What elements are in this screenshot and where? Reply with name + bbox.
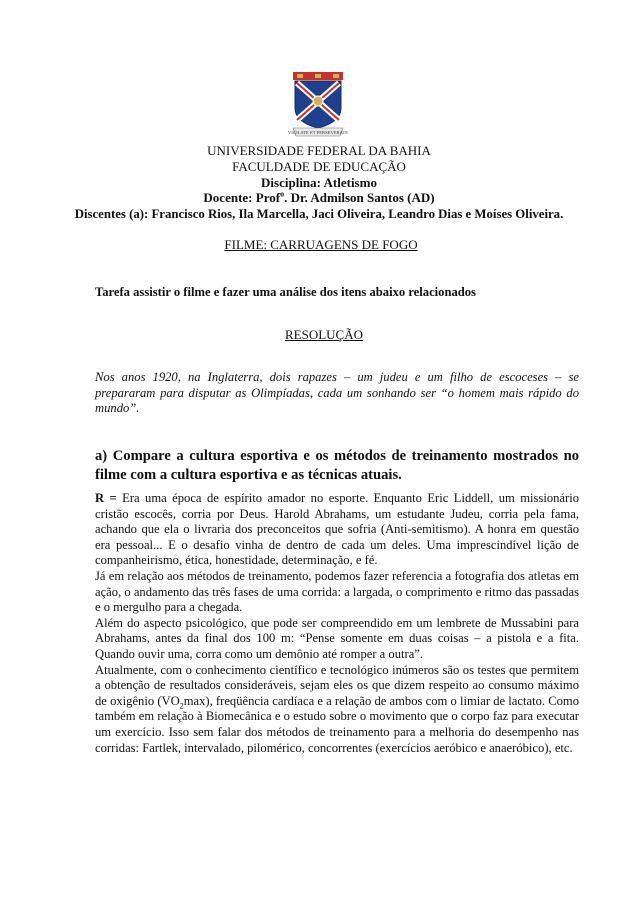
svg-text:VIGILATE ET PERSEVERATE: VIGILATE ET PERSEVERATE bbox=[287, 130, 349, 135]
answer-paragraph-4: Atualmente, com o conhecimento científico e tecnológico inúmeros são os testes que permitem a obtenção de resultados consideráveis, sejam eles os que dizem respeito ao consumo máximo de oxigênio $(VO_2\max)$, freqüência cardíaca e a relação de ambos com o limiar de lactato. Como também em relação à Biomecânica e o estudo sobre o movimento que o corpo faz para executar um exercício. Isso sem falar dos métodos de treinamento para a melhoria do desempenho nas corridas: Fartlek, intervalado, pilomérico, concorrentes (exercícios aeróbico e anaeróbico), etc. bbox=[95, 662, 579, 755]
faculty-name: FACULDADE DE EDUCAÇÃO bbox=[232, 159, 406, 174]
answer-paragraph-3: Além do aspecto psicológico, que pode ser compreendido em um lembrete de Mussabini para Abrahams, antes da final dos 100 m: “Pense somente em duas coisas – a pistola e a fita. Quando ouvir uma, corra como um demônio até romper a outra”. bbox=[95, 615, 579, 661]
students-line: Discentes (a): Francisco Rios, Ila Marcella, Jaci Oliveira, Leandro Dias e Moíses Oliveira. bbox=[74, 207, 564, 221]
answer-paragraph-1: R = Era uma época de espírito amador no esporte. Enquanto Eric Liddell, um missionário cristão escocês, corria por Deus. Harold Abrahams, um estudante Judeu, corria pela fama, achando que ela o livraria dos preconceitos que sofria (Anti-semitismo). A honra em questão era pessoal... E o desafio vinha de dentro de cada um deles. Uma imprescindível lição de companheirismo, ética, honestidade, determinação, e fé. bbox=[95, 491, 579, 568]
resolution-heading: RESOLUÇÃO bbox=[284, 327, 363, 342]
answer-body bbox=[95, 491, 579, 756]
answer-label: R = bbox=[95, 491, 117, 505]
intro-paragraph: Nos anos 1920, na Inglaterra, dois rapazes – um judeu e um filho de escoceses – se prepararam para disputar as Olimpíadas, cada um sonhando ser “o homem mais rápido do mundo”. bbox=[95, 370, 579, 416]
university-name: UNIVERSIDADE FEDERAL DA BAHIA bbox=[207, 143, 431, 158]
discipline-line: Disciplina: Atletismo bbox=[261, 175, 377, 190]
task-statement: Tarefa assistir o filme e fazer uma análise dos itens abaixo relacionados bbox=[95, 285, 476, 299]
teacher-line: Docente: Prof$^o$. Dr. Admilson Santos (AD) bbox=[203, 189, 435, 205]
film-title: FILME: CARRUAGENS DE FOGO bbox=[224, 237, 418, 252]
ufba-crest-logo bbox=[287, 70, 349, 138]
question-a: a) Compare a cultura esportiva e os métodos de treinamento mostrados no filme com a cultura esportiva e as técnicas atuais. bbox=[95, 448, 579, 483]
answer-paragraph-2: Já em relação aos métodos de treinamento, podemos fazer referencia a fotografia dos atletas em ação, o andamento das três fases de uma corrida: a largada, o comprimento e ritmo das passadas e o mergulho para a chegada. bbox=[95, 568, 579, 615]
